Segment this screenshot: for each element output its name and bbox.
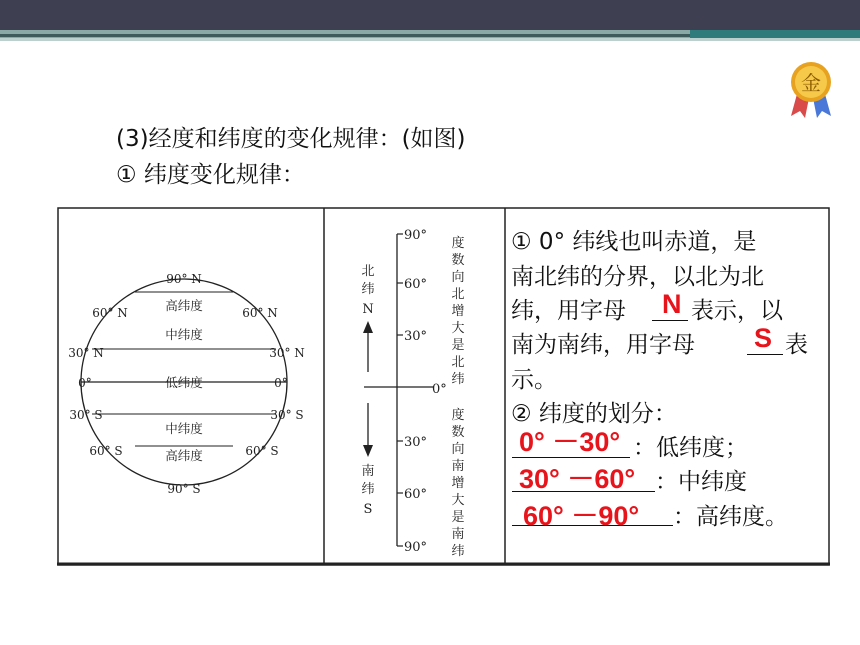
explain-line-2: 南北纬的分界，以北为北	[511, 264, 764, 290]
answer-mid: 30° －60°	[519, 464, 636, 494]
label-equator-left: 0°	[78, 376, 92, 390]
svg-text:度: 度	[451, 236, 465, 251]
tick-90n: 90°	[404, 228, 428, 243]
top-bar	[0, 0, 860, 30]
north-label-1: 北	[361, 264, 375, 279]
explain-line-4b: 表	[785, 332, 808, 358]
tick-30s: 30°	[404, 435, 428, 450]
explain-line-8: ：中纬度	[655, 469, 747, 495]
north-label-3: N	[362, 302, 374, 317]
explain-line-3a: 纬，用字母	[511, 298, 626, 324]
explain-line-1: ① 0° 纬线也叫赤道，是	[511, 229, 757, 255]
label-30n-left: 30° N	[68, 346, 104, 360]
zone-high-north: 高纬度	[165, 298, 203, 313]
svg-text:大: 大	[451, 493, 465, 508]
tick-60n: 60°	[404, 277, 428, 292]
zone-low: 低纬度	[165, 375, 203, 390]
svg-text:向: 向	[451, 270, 465, 285]
svg-text:增: 增	[451, 304, 465, 319]
explain-line-4a: 南为南纬，用字母	[511, 332, 695, 358]
label-30n-right: 30° N	[269, 346, 305, 360]
zone-mid-south: 中纬度	[165, 421, 203, 436]
gold-medal-icon	[787, 60, 835, 120]
label-30s-right: 30° S	[270, 408, 304, 422]
south-label-1: 南	[361, 464, 375, 479]
svg-text:南: 南	[451, 527, 465, 542]
svg-text:是: 是	[451, 510, 465, 525]
tick-90s: 90°	[404, 540, 428, 555]
svg-text:增: 增	[451, 476, 465, 491]
svg-text:数: 数	[451, 253, 465, 268]
svg-text:是: 是	[451, 338, 465, 353]
south-label-3: S	[363, 502, 373, 517]
label-60n-right: 60° N	[242, 306, 278, 320]
svg-text:纬: 纬	[451, 372, 465, 387]
label-60s-right: 60° S	[245, 444, 279, 458]
explain-line-3b: 表示，以	[691, 298, 783, 324]
svg-text:数: 数	[451, 425, 465, 440]
label-90n: 90° N	[166, 272, 202, 286]
zone-high-south: 高纬度	[165, 448, 203, 463]
label-equator-right: 0°	[274, 376, 288, 390]
section-heading: (3)经度和纬度的变化规律：(如图)	[116, 126, 466, 152]
subsection-heading: ① 纬度变化规律：	[116, 162, 305, 188]
badge-text: 金	[801, 71, 821, 95]
answer-low: 0° －30°	[519, 427, 621, 457]
svg-text:北: 北	[451, 287, 465, 302]
latitude-scale	[324, 207, 505, 566]
header-stripe-light	[0, 38, 860, 41]
north-label-2: 纬	[361, 282, 375, 297]
svg-text:大: 大	[451, 321, 465, 336]
explain-line-5: 示。	[511, 367, 557, 393]
label-60n-left: 60° N	[92, 306, 128, 320]
blank-north	[652, 320, 688, 321]
answer-north: N	[662, 289, 682, 319]
globe-diagram	[57, 207, 324, 566]
svg-text:北: 北	[451, 355, 465, 370]
explain-line-9: ：高纬度。	[673, 504, 788, 530]
answer-south: S	[754, 323, 773, 353]
latitude-table	[57, 207, 830, 566]
svg-text:纬: 纬	[451, 544, 465, 559]
label-90s: 90° S	[167, 482, 201, 496]
svg-text:南: 南	[451, 459, 465, 474]
tick-60s: 60°	[404, 487, 428, 502]
explain-line-7: ：低纬度；	[633, 435, 748, 461]
answer-high: 60° －90°	[523, 501, 640, 531]
tick-30n: 30°	[404, 329, 428, 344]
zone-mid-north: 中纬度	[165, 327, 203, 342]
north-note	[451, 235, 464, 387]
south-note	[451, 407, 464, 559]
explain-line-6: ② 纬度的划分：	[511, 401, 677, 427]
south-label-2: 纬	[361, 482, 375, 497]
header-stripe-dark	[0, 34, 690, 37]
label-30s-left: 30° S	[69, 408, 103, 422]
tick-zero: 0°	[432, 382, 447, 397]
label-60s-left: 60° S	[89, 444, 123, 458]
svg-text:向: 向	[451, 442, 465, 457]
blank-south	[747, 354, 783, 355]
svg-text:度: 度	[451, 408, 465, 423]
